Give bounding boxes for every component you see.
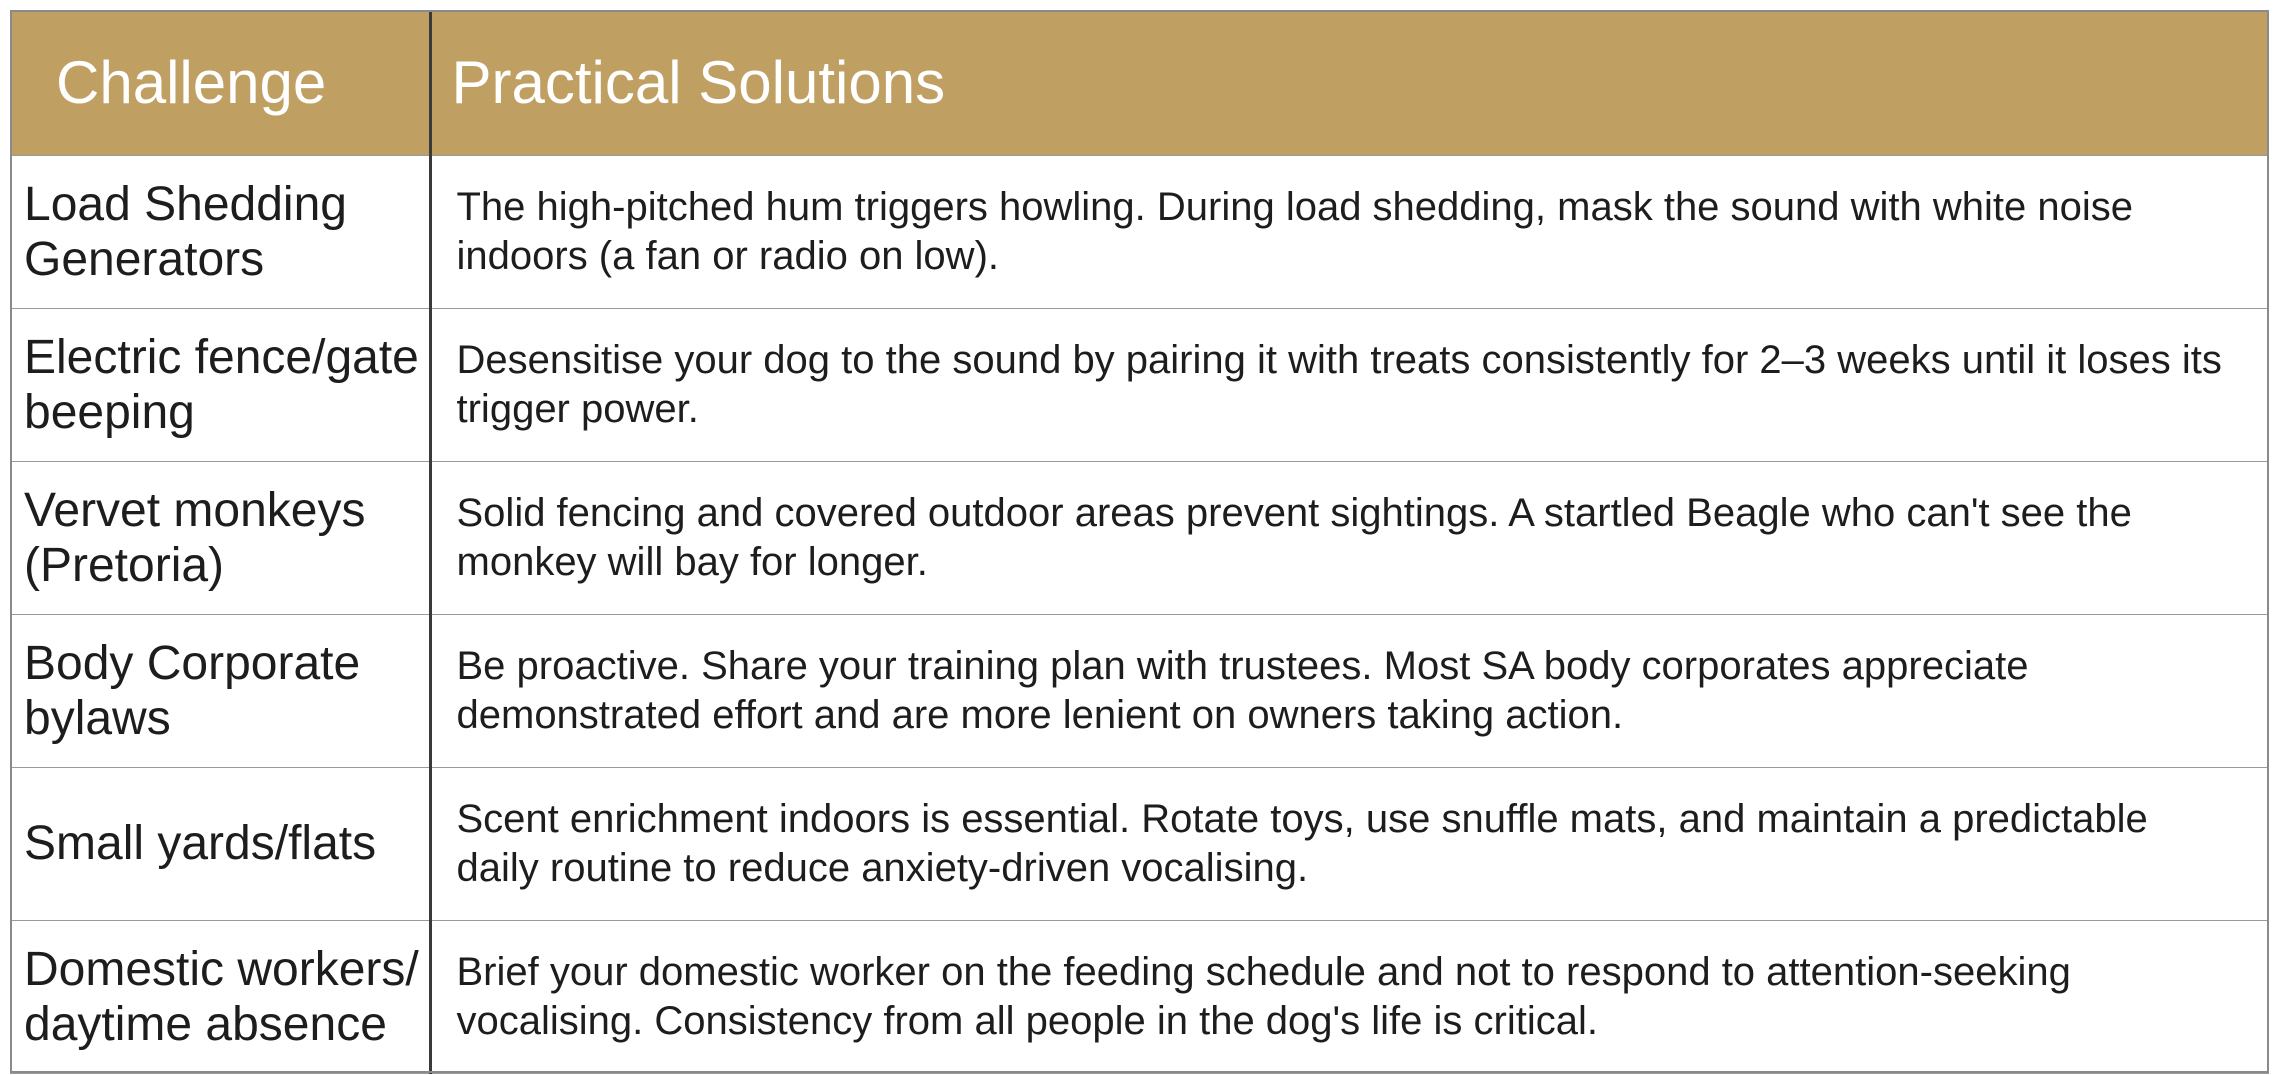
solution-cell: Solid fencing and covered outdoor areas prevent sightings. A startled Beagle who can't see the monkey will bay for longer. (430, 461, 2269, 614)
challenge-cell: Vervet monkeys (Pretoria) (10, 461, 430, 614)
challenge-cell: Electric fence/gate beeping (10, 308, 430, 461)
challenge-cell: Body Corporate bylaws (10, 614, 430, 767)
challenge-cell: Small yards/flats (10, 767, 430, 920)
header-challenge: Challenge (10, 10, 430, 155)
header-practical-solutions: Practical Solutions (430, 10, 2269, 155)
solution-cell: Be proactive. Share your training plan with trustees. Most SA body corporates appreciate demonstrated effort and are more lenient on owners taking action. (430, 614, 2269, 767)
solution-cell: Scent enrichment indoors is essential. Rotate toys, use snuffle mats, and maintain a predictable daily routine to reduce anxiety-driven vocalising. (430, 767, 2269, 920)
solution-cell: The high-pitched hum triggers howling. During load shedding, mask the sound with white noise indoors (a fan or radio on low). (430, 155, 2269, 308)
challenge-cell: Domestic workers/ daytime absence (10, 920, 430, 1073)
challenge-cell: Load Shedding Generators (10, 155, 430, 308)
solution-cell: Brief your domestic worker on the feeding schedule and not to respond to attention-seeking vocalising. Consistency from all people in the dog's life is critical. (430, 920, 2269, 1073)
solution-cell: Desensitise your dog to the sound by pairing it with treats consistently for 2–3 weeks until it loses its trigger power. (430, 308, 2269, 461)
table-border (10, 10, 2269, 1073)
